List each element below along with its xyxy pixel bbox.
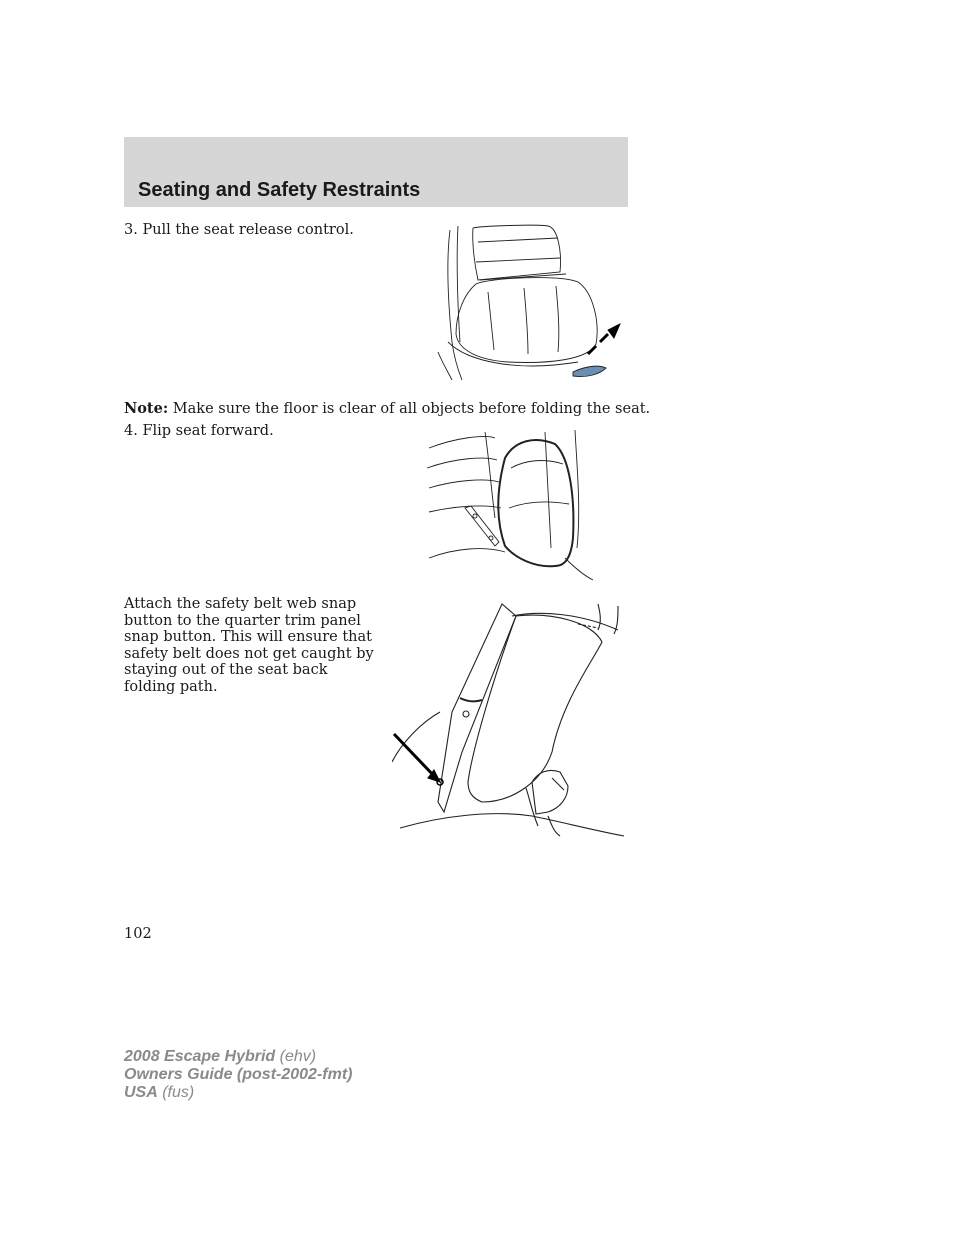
belt-snap-button-illustration-icon [392, 602, 628, 840]
footer-market-code: (fus) [157, 1084, 195, 1101]
footer-model-code: (ehv) [275, 1048, 317, 1065]
footer-line-2 [124, 1066, 352, 1084]
seat-release-illustration-icon [428, 222, 628, 382]
arrow-line [394, 734, 436, 778]
seat-release-handle [573, 366, 606, 376]
attach-belt-text: Attach the safety belt web snap button to the quarter trim panel snap button. This will ensure that safety belt does not get caught by staying out of the seat back folding path. [124, 596, 374, 695]
note-body: Make sure the floor is clear of all objects before folding the seat. [168, 401, 651, 417]
note-text [124, 400, 651, 418]
section-header-band [124, 137, 628, 207]
footer-guide: Owners Guide (post-2002-fmt) [124, 1066, 353, 1083]
seat-fold-forward-illustration-icon [425, 428, 595, 586]
note-label: Note: [124, 400, 169, 417]
footer-line-3 [124, 1084, 352, 1102]
step-4-text: 4. Flip seat forward. [124, 423, 274, 439]
section-title: Seating and Safety Restraints [138, 179, 421, 201]
footer-model: 2008 Escape Hybrid [124, 1048, 276, 1065]
footer-line-1 [124, 1048, 352, 1066]
footer [124, 1048, 352, 1102]
page-number: 102 [124, 926, 152, 942]
footer-market: USA [124, 1084, 158, 1101]
step-3-text: 3. Pull the seat release control. [124, 222, 354, 238]
